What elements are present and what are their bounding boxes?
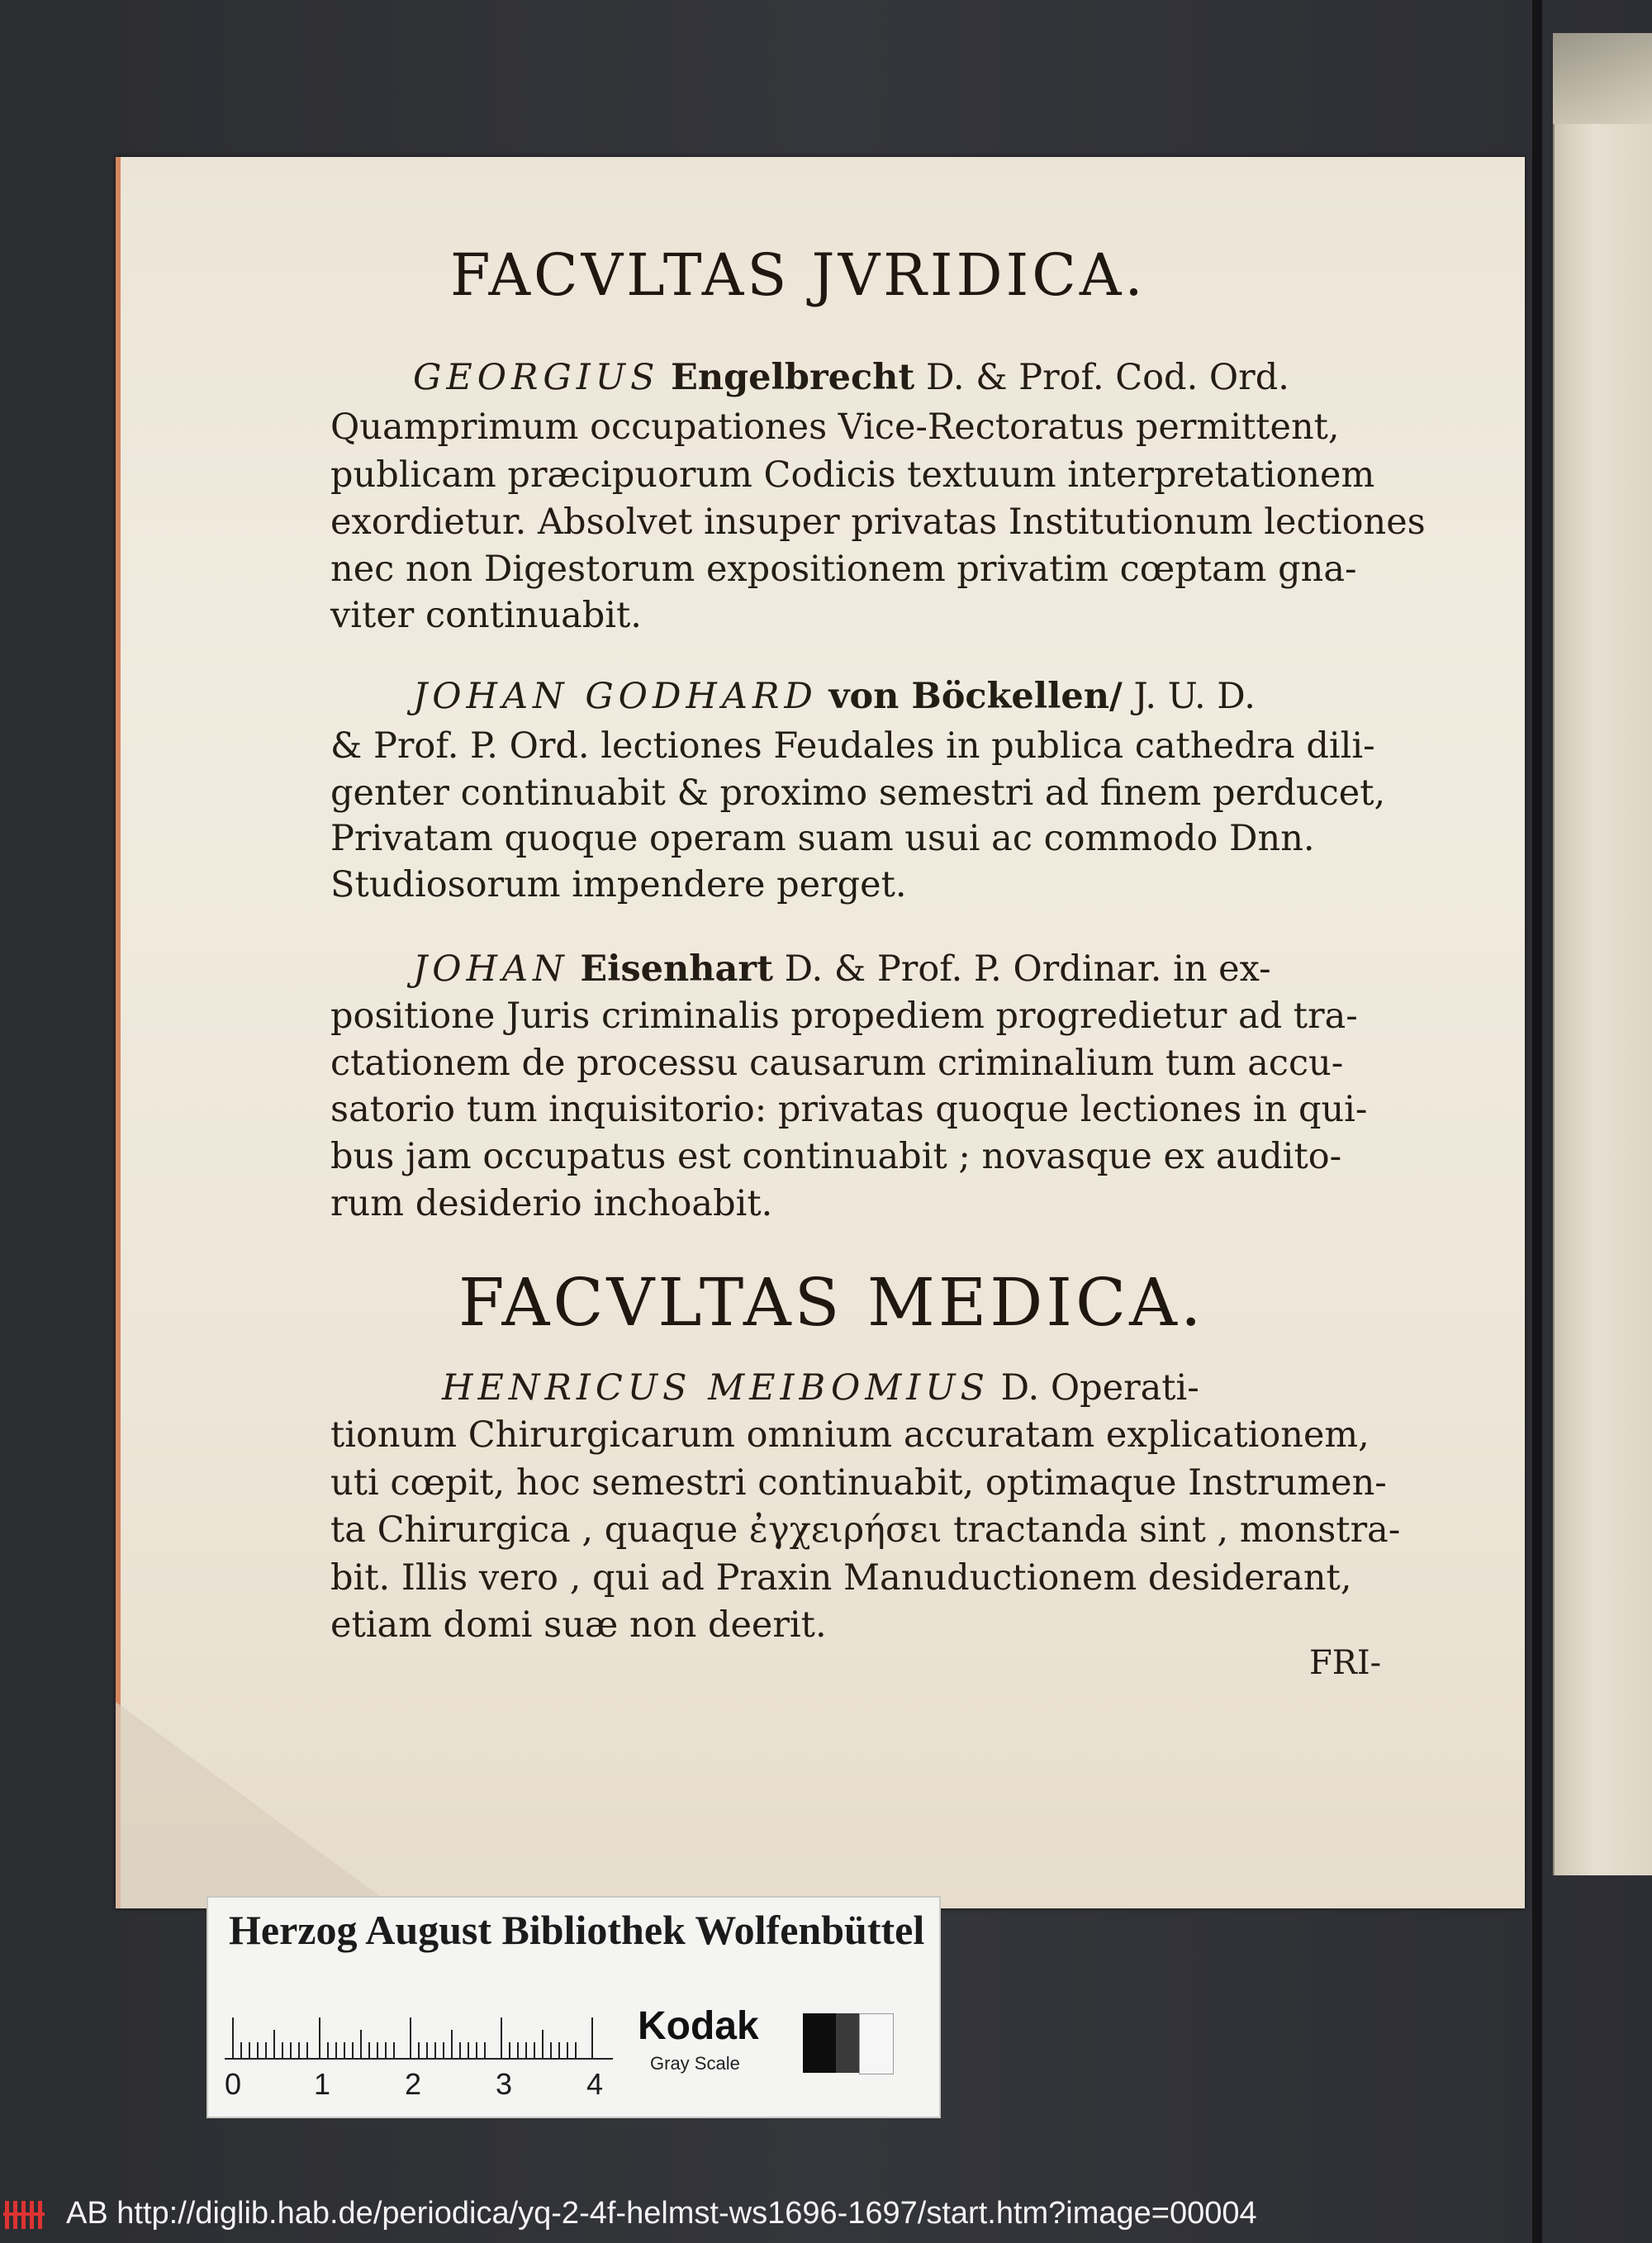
- p1-lead-rest: D. & Prof. Cod. Ord.: [925, 357, 1289, 398]
- hab-logo-icon: [3, 2198, 61, 2232]
- p4-lead-italic: HENRICUS MEIBOMIUS: [442, 1367, 990, 1409]
- p2-line: Studiosorum impendere perget.: [330, 864, 907, 905]
- p2-line: & Prof. P. Ord. lectiones Feudales in publica cathedra dili-: [330, 725, 1375, 767]
- p4-lead-line: [442, 1367, 1199, 1409]
- next-page-edge: [1553, 124, 1652, 1875]
- p3-lead-name: Eisenhart: [580, 948, 773, 990]
- ruler-number: 0: [225, 2067, 242, 2101]
- source-url-text[interactable]: AB http://diglib.hab.de/periodica/yq-2-4f-helmst-ws1696-1697/start.htm?image=00004: [66, 2196, 1257, 2231]
- gray-swatch-dark: [836, 2013, 859, 2073]
- p1-lead-name: Engelbrecht: [671, 357, 915, 398]
- library-name: Herzog August Bibliothek Wolfenbüttel: [229, 1907, 925, 1953]
- p3-line: satorio tum inquisitorio: privatas quoque lectiones in qui-: [330, 1089, 1368, 1130]
- heading-facultas-medica: FACVLTAS MEDICA.: [458, 1264, 1205, 1341]
- p2-lead-rest: J. U. D.: [1133, 676, 1256, 717]
- kodak-gray-scale-text: Gray Scale: [650, 2053, 740, 2074]
- p1-line: nec non Digestorum expositionem privatim cœptam gna-: [330, 549, 1357, 590]
- catchword: FRI-: [1309, 1644, 1382, 1682]
- p4-line: tionum Chirurgicarum omnium accuratam explicationem,: [330, 1414, 1370, 1456]
- p2-lead-name: von Böckellen/: [828, 676, 1123, 717]
- p2-lead-line: [413, 676, 1256, 717]
- heading-facultas-juridica: FACVLTAS JVRIDICA.: [450, 241, 1146, 309]
- ruler-number: 3: [496, 2067, 513, 2101]
- p3-lead-rest: D. & Prof. P. Ordinar. in ex-: [784, 948, 1271, 990]
- ruler-number: 4: [586, 2067, 604, 2101]
- book-spine: [1532, 0, 1542, 2243]
- gray-swatch-black: [803, 2013, 836, 2073]
- p3-line: rum desiderio inchoabit.: [330, 1183, 773, 1224]
- ruler-scale: [225, 2013, 621, 2071]
- p1-line: Quamprimum occupationes Vice-Rectoratus permittent,: [330, 406, 1340, 448]
- gray-swatch-white: [859, 2013, 894, 2074]
- page-fold: [116, 1702, 396, 1908]
- p1-line: exordietur. Absolvet insuper privatas Institutionum lectiones: [330, 501, 1426, 543]
- p1-lead-line: [413, 357, 1289, 398]
- source-url-footer: [0, 2189, 1652, 2243]
- p3-lead-italic: JOHAN: [413, 948, 569, 990]
- p2-lead-italic: JOHAN GODHARD: [413, 676, 818, 717]
- p4-line: ta Chirurgica , quaque ἐγχειρήσει tractanda sint , monstra-: [330, 1509, 1401, 1551]
- p1-line: viter continuabit.: [330, 595, 642, 636]
- ruler-number: 2: [405, 2067, 422, 2101]
- ruler-number: 1: [314, 2067, 331, 2101]
- p4-line: bit. Illis vero , qui ad Praxin Manuductionem desiderant,: [330, 1557, 1352, 1599]
- kodak-logo-text: Kodak: [638, 2004, 759, 2048]
- p4-lead-rest: D. Operati-: [1000, 1367, 1199, 1409]
- library-label: [206, 1896, 941, 2118]
- p2-line: genter continuabit & proximo semestri ad finem perducet,: [330, 772, 1386, 814]
- p3-line: positione Juris criminalis propediem progredietur ad tra-: [330, 996, 1358, 1037]
- p1-lead-italic: GEORGIUS: [413, 357, 660, 398]
- p1-line: publicam præcipuorum Codicis textuum interpretationem: [330, 454, 1375, 496]
- p3-line: ctationem de processu causarum criminalium tum accu-: [330, 1043, 1344, 1084]
- p3-lead-line: [413, 948, 1271, 990]
- p4-line: uti cœpit, hoc semestri continuabit, optimaque Instrumen-: [330, 1462, 1387, 1504]
- p2-line: Privatam quoque operam suam usui ac commodo Dnn.: [330, 818, 1315, 859]
- p4-line: etiam domi suæ non deerit.: [330, 1604, 827, 1646]
- p3-line: bus jam occupatus est continuabit ; novasque ex audito-: [330, 1136, 1342, 1177]
